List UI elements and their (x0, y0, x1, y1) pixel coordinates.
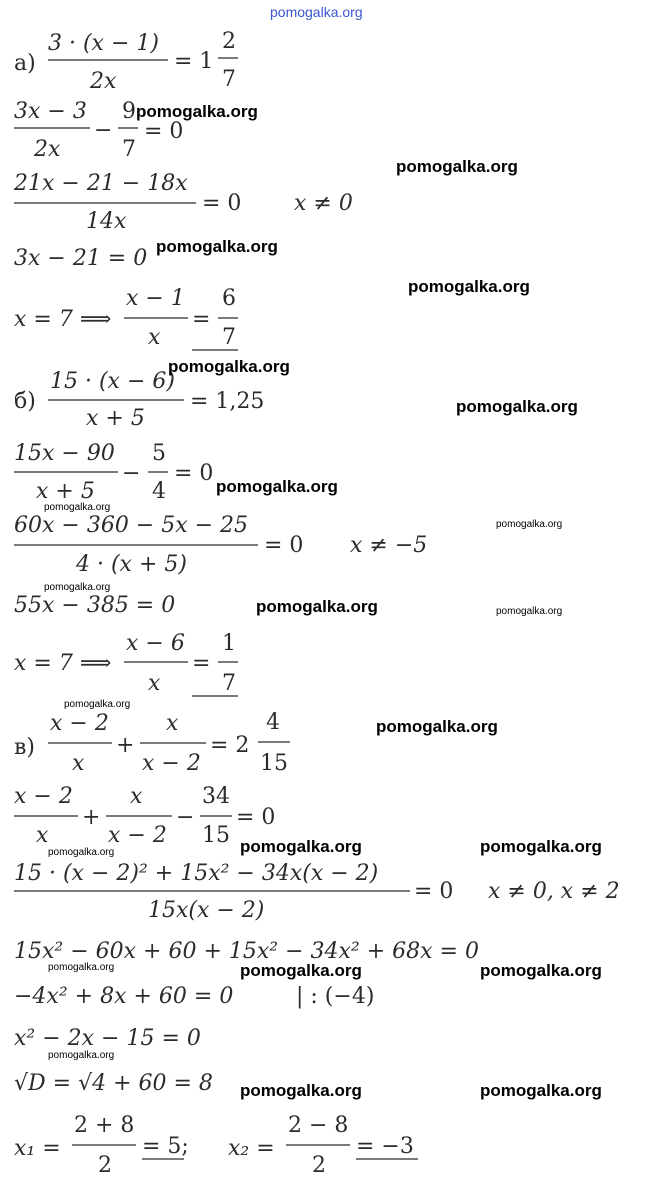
a-l3-rhs: = 0 (202, 191, 242, 216)
a-l2-numerator: 3x − 3 (14, 99, 87, 124)
a-l2-frac-den: 7 (122, 137, 136, 162)
a-l3-numerator: 21x − 21 − 18x (14, 171, 188, 196)
b-l5-denominator: x (148, 671, 161, 696)
c-l8-x1-value: = 5; (142, 1134, 189, 1159)
b-l3-denominator: 4 · (x + 5) (76, 552, 187, 577)
c-l3-condition: x ≠ 0, x ≠ 2 (488, 879, 620, 904)
b-l2-minus: − (122, 461, 141, 486)
c-l1-f2-numerator: x (166, 711, 179, 736)
watermark-small: pomogalka.org (44, 502, 111, 513)
watermark: pomogalka.org (480, 837, 602, 856)
watermark-small: pomogalka.org (48, 962, 115, 973)
watermark: pomogalka.org (480, 1081, 602, 1100)
c-l7-discriminant: √D = √4 + 60 = 8 (14, 1071, 213, 1096)
a-l5-eq: = (192, 307, 211, 332)
c-l4-equation: 15x² − 60x + 60 + 15x² − 34x² + 68x = 0 (14, 939, 479, 964)
a-l1-denominator: 2x (90, 69, 117, 94)
part-b-label: б) (14, 389, 36, 414)
c-l2-f1-numerator: x − 2 (14, 784, 73, 809)
a-l4-equation: 3x − 21 = 0 (14, 246, 148, 271)
watermark: pomogalka.org (240, 961, 362, 980)
c-l2-plus: + (82, 805, 101, 830)
c-l2-rhs: = 0 (236, 805, 276, 830)
watermark: pomogalka.org (156, 237, 278, 256)
a-l2-minus: − (94, 118, 113, 143)
b-l1-numerator: 15 · (x − 6) (50, 369, 175, 394)
b-l2-numerator: 15x − 90 (14, 441, 115, 466)
watermark: pomogalka.org (408, 277, 530, 296)
c-l8-x2-label: x₂ = (228, 1136, 275, 1161)
a-l5-lhs: x = 7 ⟹ (14, 307, 112, 332)
c-l8-x1-denominator: 2 (98, 1153, 112, 1178)
c-l2-f3-denominator: 15 (202, 823, 230, 848)
b-l4-equation: 55x − 385 = 0 (14, 593, 176, 618)
c-l8-x1-label: x₁ = (14, 1136, 61, 1161)
a-l5-frac-num: 6 (222, 286, 236, 311)
a-l5-denominator: x (148, 325, 161, 350)
a-l2-frac-num: 9 (122, 99, 136, 124)
watermark: pomogalka.org (376, 717, 498, 736)
watermark-small: pomogalka.org (496, 519, 563, 530)
watermark: pomogalka.org (216, 477, 338, 496)
c-l1-mixed-num: 4 (266, 710, 280, 735)
part-c-label: в) (14, 735, 35, 760)
a-l3-denominator: 14x (86, 209, 127, 234)
c-l1-rhs: = 2 (210, 733, 250, 758)
b-l5-frac-num: 1 (222, 631, 236, 656)
b-l2-frac-den: 4 (152, 479, 166, 504)
part-a-label: а) (14, 51, 36, 76)
b-l5-frac-den: 7 (222, 671, 236, 696)
a-l1-mixed-den: 7 (222, 67, 236, 92)
watermark-small: pomogalka.org (64, 699, 131, 710)
a-l5-frac-den: 7 (222, 325, 236, 350)
watermark-small: pomogalka.org (496, 606, 563, 617)
c-l2-f3-numerator: 34 (202, 784, 230, 809)
watermark: pomogalka.org (168, 357, 290, 376)
b-l3-numerator: 60x − 360 − 5x − 25 (14, 513, 249, 538)
c-l3-rhs: = 0 (414, 879, 454, 904)
watermark: pomogalka.org (396, 157, 518, 176)
watermark: pomogalka.org (256, 597, 378, 616)
b-l1-denominator: x + 5 (86, 406, 145, 431)
c-l5-equation: −4x² + 8x + 60 = 0 (14, 984, 234, 1009)
b-l2-denominator: x + 5 (36, 479, 95, 504)
a-l1-numerator: 3 · (x − 1) (48, 31, 159, 56)
c-l3-denominator: 15x(x − 2) (148, 898, 265, 923)
watermark: pomogalka.org (240, 1081, 362, 1100)
c-l3-numerator: 15 · (x − 2)² + 15x² − 34x(x − 2) (14, 861, 379, 886)
b-l1-rhs: = 1,25 (190, 389, 265, 414)
a-l1-rhs: = 1 (174, 49, 214, 74)
b-l3-condition: x ≠ −5 (350, 533, 428, 558)
c-l1-f1-numerator: x − 2 (50, 711, 109, 736)
c-l1-f1-denominator: x (72, 751, 85, 776)
b-l3-rhs: = 0 (264, 533, 304, 558)
watermark: pomogalka.org (240, 837, 362, 856)
c-l8-x1-numerator: 2 + 8 (74, 1113, 135, 1138)
c-l6-equation: x² − 2x − 15 = 0 (14, 1026, 201, 1051)
c-l8-x2-value: = −3 (356, 1134, 414, 1159)
c-l2-f2-numerator: x (130, 784, 143, 809)
c-l8-x2-numerator: 2 − 8 (288, 1113, 349, 1138)
c-l1-f2-denominator: x − 2 (142, 751, 201, 776)
b-l5-eq: = (192, 651, 211, 676)
watermark-small: pomogalka.org (44, 582, 111, 593)
c-l2-minus: − (176, 805, 195, 830)
a-l2-denominator: 2x (34, 137, 61, 162)
c-l8-x2-denominator: 2 (312, 1153, 326, 1178)
a-l1-mixed-num: 2 (222, 29, 236, 54)
b-l5-numerator: x − 6 (126, 631, 185, 656)
c-l2-f1-denominator: x (36, 823, 49, 848)
a-l3-condition: x ≠ 0 (294, 191, 353, 216)
c-l2-f2-denominator: x − 2 (108, 823, 167, 848)
b-l2-frac-num: 5 (152, 441, 166, 466)
c-l1-mixed-den: 15 (260, 751, 288, 776)
a-l5-numerator: x − 1 (126, 286, 185, 311)
watermark: pomogalka.org (480, 961, 602, 980)
c-l5-division: | : (−4) (296, 984, 375, 1009)
b-l5-lhs: x = 7 ⟹ (14, 651, 112, 676)
watermark: pomogalka.org (456, 397, 578, 416)
watermark-small: pomogalka.org (48, 1050, 115, 1061)
b-l2-rhs: = 0 (174, 461, 214, 486)
watermark: pomogalka.org (136, 102, 258, 121)
a-l2-rhs: = 0 (144, 119, 184, 144)
top-watermark: pomogalka.org (270, 4, 363, 20)
watermark-small: pomogalka.org (48, 847, 115, 858)
c-l1-plus: + (116, 733, 135, 758)
